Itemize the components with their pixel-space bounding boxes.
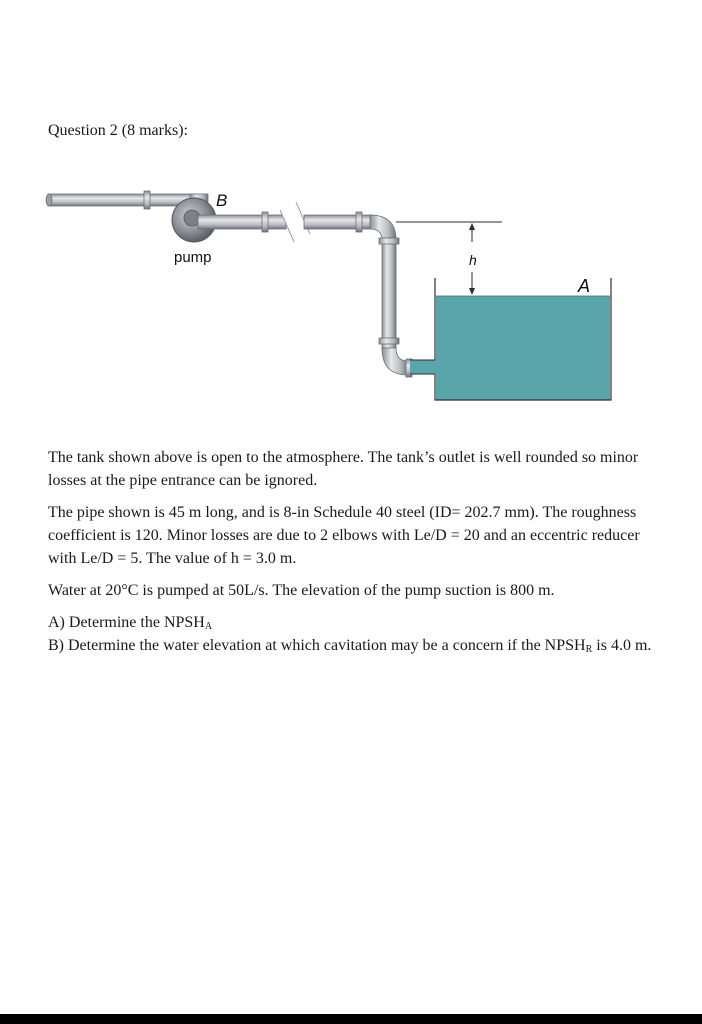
task-a — [48, 614, 212, 631]
task-b — [48, 637, 651, 654]
label-h: h — [469, 252, 477, 268]
h-dimension — [396, 222, 502, 295]
bottom-bar — [0, 1014, 702, 1024]
task-a-subscript: A — [204, 621, 213, 632]
task-b-subscript: R — [585, 644, 593, 655]
pump-tank-diagram — [40, 180, 591, 410]
paragraph-water: Water at 20°C is pumped at 50L/s. The elevation of the pump suction is 800 m. — [48, 582, 555, 599]
paragraph-pipe: The pipe shown is 45 m long, and is 8-in Schedule 40 steel (ID= 202.7 mm). The roughness coefficient is 120. Minor losses are due to 2 elbows with Le/D = 20 and an eccentric reducer with Le/D = 5. The value of h = 3.0 m. — [48, 504, 640, 567]
task-b-text: B) Determine the water elevation at which cavitation may be a concern if the NPSH — [48, 637, 586, 654]
task-b-suffix: is 4.0 m. — [592, 637, 652, 654]
water-tank — [410, 278, 611, 400]
suction-pipe — [198, 202, 412, 377]
label-pump: pump — [174, 249, 212, 266]
task-a-text: A) Determine the NPSH — [48, 614, 205, 631]
task-list — [48, 611, 660, 657]
label-a: A — [578, 276, 591, 296]
label-b: B — [216, 191, 228, 210]
paragraph-tank: The tank shown above is open to the atmosphere. The tank’s outlet is well rounded so minor losses at the pipe entrance can be ignored. — [48, 449, 639, 489]
question-heading: Question 2 (8 marks): — [48, 122, 188, 139]
